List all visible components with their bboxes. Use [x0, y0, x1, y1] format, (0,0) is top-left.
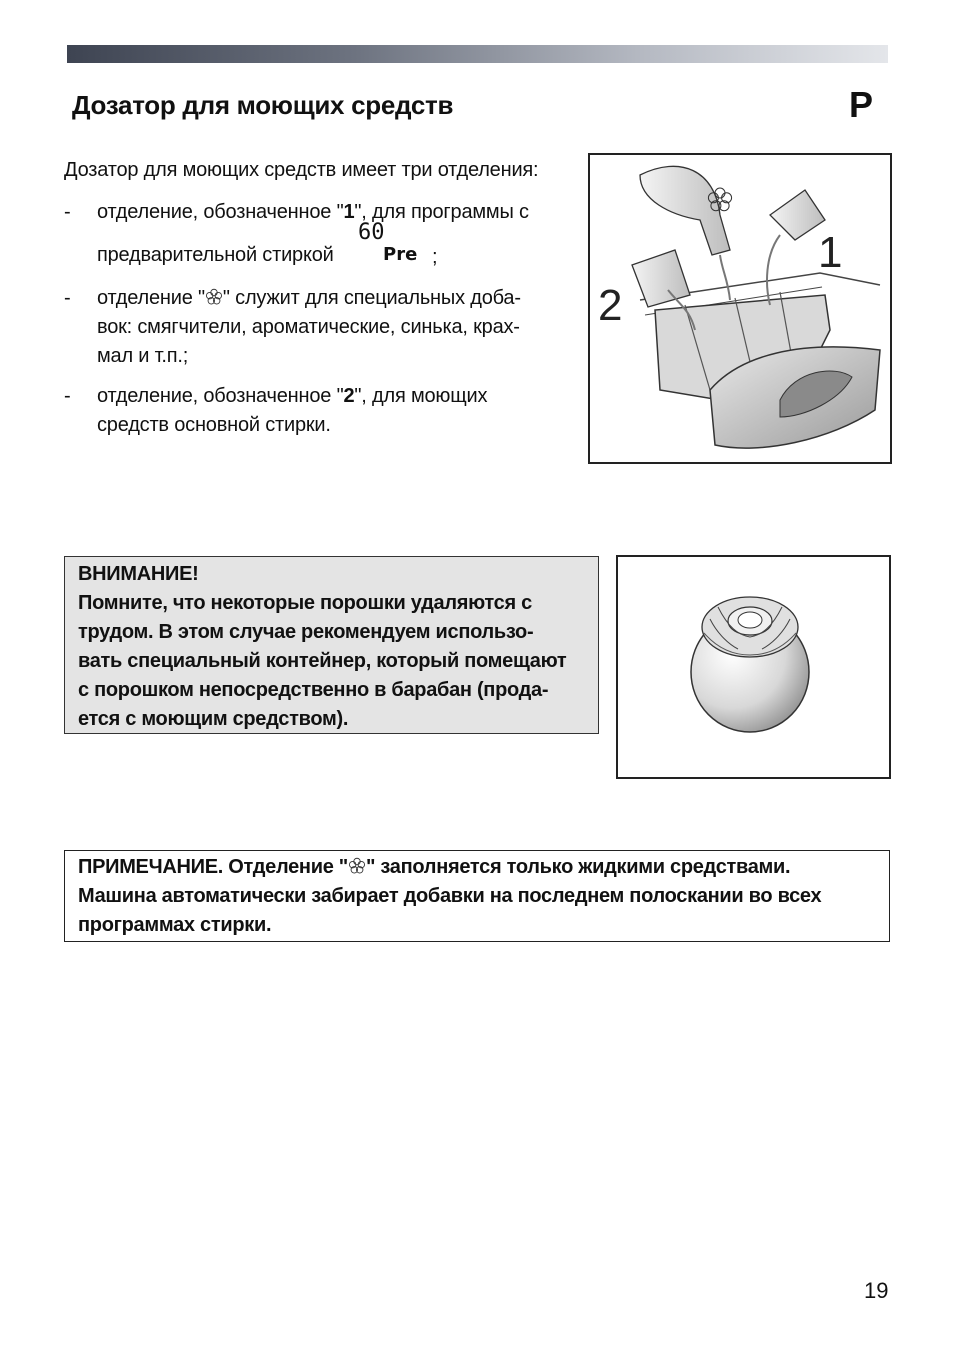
detergent-ball-illustration [616, 555, 891, 779]
flower-icon [348, 857, 366, 875]
note-line-2: Машина автоматически забирает добавки на последнем полоскании во всех [78, 885, 822, 907]
warning-box [64, 556, 599, 734]
item-3-line-2: средств основной стирки. [97, 414, 331, 436]
compartment-1-label: 1 [818, 228, 843, 277]
warning-line: вать специальный контейнер, который помещают [78, 650, 567, 672]
warning-line: Помните, что некоторые порошки удаляются с [78, 592, 532, 614]
compartment-2-label: 2 [598, 281, 623, 330]
flower-icon [205, 288, 223, 306]
detergent-ball-icon [691, 597, 809, 732]
note-line-3: программах стирки. [78, 914, 272, 936]
bullet-dash: - [64, 385, 71, 407]
note-box [64, 850, 890, 942]
warning-line: трудом. В этом случае рекомендуем использо- [78, 621, 534, 643]
item-2-line-1: отделение " " служит для специальных доба- [97, 287, 521, 309]
page-number: 19 [864, 1278, 889, 1303]
warning-line: ется с моющим средством). [78, 708, 349, 730]
item-2-line-3: мал и т.п.; [97, 345, 189, 367]
warning-line: с порошком непосредственно в барабан (прода- [78, 679, 549, 701]
item-1-line-1: отделение, обозначенное "1", для программы с [97, 201, 529, 223]
page-title: Дозатор для моющих средств [72, 90, 454, 120]
dispenser-illustration [588, 153, 892, 464]
prewash-label: Pre [383, 244, 418, 265]
prewash-temp: 60 [358, 220, 385, 245]
item-3-line-1: отделение, обозначенное "2", для моющих [97, 385, 488, 407]
bullet-dash: - [64, 287, 71, 309]
item-1-line-2: предварительной стиркой [97, 244, 334, 266]
language-marker: P [849, 84, 874, 125]
item-2-line-2: вок: смягчители, ароматические, синька, крах- [97, 316, 520, 338]
note-line-1: ПРИМЕЧАНИЕ. Отделение " " заполняется только жидкими средствами. [78, 856, 791, 878]
warning-heading: ВНИМАНИЕ! [78, 563, 199, 585]
intro-text: Дозатор для моющих средств имеет три отделения: [64, 159, 539, 181]
header-bar [67, 45, 888, 63]
bullet-dash: - [64, 201, 71, 223]
prewash-symbol: 60 Pre ; [358, 220, 438, 268]
